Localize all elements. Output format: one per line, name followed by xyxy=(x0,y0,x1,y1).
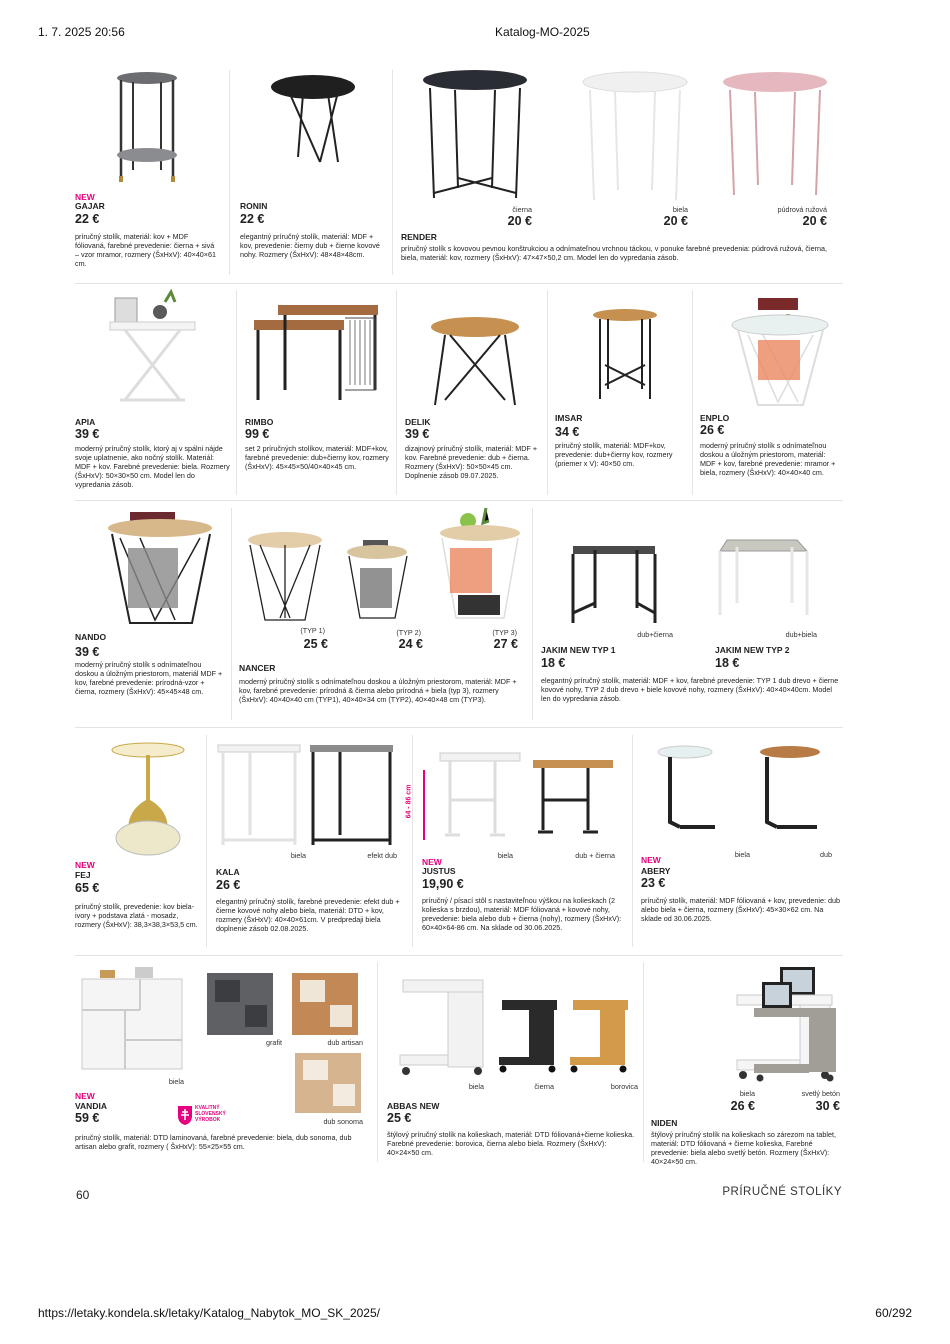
render-white-image xyxy=(580,70,690,210)
jakim2-variant-label: dub+biela xyxy=(785,630,817,639)
row-divider xyxy=(75,500,843,501)
niden-name: NIDEN xyxy=(651,1118,678,1128)
rimbo-name: RIMBO xyxy=(245,417,274,427)
nancer-type2-image xyxy=(345,538,410,623)
row-divider xyxy=(75,955,843,956)
niden-variant-label: svetlý betón xyxy=(801,1089,840,1098)
apia-price: 39 € xyxy=(75,427,100,441)
rimbo-price: 99 € xyxy=(245,427,270,441)
jakim-type2-image xyxy=(712,535,812,625)
imsar-image xyxy=(590,305,660,405)
nancer-desc: moderný príručný stolík s odnímateľnou doskou a úložným priestorom, materiál: MDF + kov, farebné prevedenie: prírodná & čierna alebo prírodná + biela (typ 3), rozmery (ŠxHxV): 40×40×40 cm (TYP1), 40×40×34 cm (TYP2), 40×40×48 cm (TYP3). xyxy=(239,677,517,704)
apia-name: APIA xyxy=(75,417,96,427)
gajar-price: 22 € xyxy=(75,212,100,226)
column-divider xyxy=(229,70,230,275)
abbas-desc: štýlový príručný stolík na kolieskach, materiál: DTD fóliovaná+čierne kolieska. Farebné prevedenie: borovica, čierna alebo biela. Rozmery (ŠxHxV): 40×24×50 cm. xyxy=(387,1130,635,1157)
justus-desc: príručný / písací stôl s nastaviteľnou výškou na kolieskach (2 kolieska s brzdou), materiál: MDF fóliovaná + kovové nohy, prevedenie: biela alebo dub + čierna (nohy), rozmery (ŠxHxV): 60×40×64-86 cm. Na sklade od 30.06.2025. xyxy=(422,896,622,932)
column-divider xyxy=(392,70,393,275)
jakim2-price: 18 € xyxy=(715,656,740,670)
column-divider xyxy=(532,508,533,720)
kala-dub-image xyxy=(305,740,397,850)
nancer-type1-image xyxy=(245,530,325,625)
fej-badge: NEW xyxy=(75,860,95,870)
page-number: 60 xyxy=(76,1188,90,1202)
justus-badge: NEW xyxy=(422,857,442,867)
page-count: 60/292 xyxy=(875,1306,912,1320)
justus-dub-image xyxy=(528,755,618,840)
imsar-price: 34 € xyxy=(555,425,580,439)
enplo-image xyxy=(728,290,833,410)
vandia-variant-label: dub artisan xyxy=(327,1038,363,1047)
column-divider xyxy=(412,735,413,947)
column-divider xyxy=(377,962,378,1162)
column-divider xyxy=(231,508,232,720)
abbas-price: 25 € xyxy=(387,1111,412,1125)
gajar-badge: NEW xyxy=(75,192,95,202)
fej-desc: príručný stolík, prevedenie: kov biela- ivory + podstava zlatá - mosadz, rozmery (ŠxHxV): 38,3×38,3×53,5 cm. xyxy=(75,902,198,929)
render-variant-price: 20 € xyxy=(507,214,532,228)
ronin-name: RONIN xyxy=(240,201,268,211)
kala-name: KALA xyxy=(216,867,240,877)
nando-image xyxy=(100,508,220,628)
nancer-variant-price: 27 € xyxy=(493,637,518,651)
abbas-variant-label: borovica xyxy=(610,1082,638,1091)
column-divider xyxy=(643,962,644,1162)
jakim1-variant-label: dub+čierna xyxy=(637,630,673,639)
vandia-grafit-image xyxy=(205,965,275,1040)
kala-white-image xyxy=(215,740,305,850)
delik-name: DELIK xyxy=(405,417,431,427)
abery-desc: príručný stolík, materiál: MDF fóliovaná + kov, prevedenie: dub alebo biela + čierna, rozmery (ŠxHxV): 45×30×62 cm. Na sklade od 30.06.2025. xyxy=(641,896,841,923)
fej-name: FEJ xyxy=(75,870,91,880)
imsar-name: IMSAR xyxy=(555,413,583,423)
jakim-desc: elegantný príručný stolík, materiál: MDF + kov, farebné prevedenie: TYP 1 dub drevo + čierne kovové nohy, TYP 2 dub drevo + biele kovové nohy, rozmery (ŠxHxV): 40×40×40cm. Model len do vypredania zásob. xyxy=(541,676,839,703)
nando-name: NANDO xyxy=(75,632,107,642)
render-variant-price: 20 € xyxy=(802,214,827,228)
ronin-price: 22 € xyxy=(240,212,265,226)
nando-desc: moderný príručný stolík s odnímateľnou doskou a úložným priestorom, materiál MDF + kov, farebné prevedenie: prírodná-vzor + čierna, rozmery (ŠxHxV): 45×45×48 cm. xyxy=(75,660,223,696)
justus-variant-label: biela xyxy=(497,851,513,860)
vandia-name: VANDIA xyxy=(75,1101,107,1111)
render-black-image xyxy=(420,68,530,208)
fej-image xyxy=(108,740,193,860)
niden-variant-label: biela xyxy=(739,1089,755,1098)
abery-dub-image xyxy=(755,742,830,842)
render-variant-label: biela xyxy=(672,205,688,214)
column-divider xyxy=(206,735,207,947)
render-desc: príručný stolík s kovovou pevnou konštrukciou a odnímateľnou vrchnou táckou, v ponuke farebné prevedenia: púdrová ružová, čierna, biela, materiál: kov, rozmery (ŠxHxV): 47×47×50,2 cm. Model len do vypredania zásob. xyxy=(401,244,828,262)
justus-height-label: 64 - 86 cm xyxy=(405,784,413,819)
niden-svetly-beton-image xyxy=(752,980,842,1085)
column-divider xyxy=(632,735,633,947)
kala-variant-label: biela xyxy=(290,851,306,860)
row-divider xyxy=(75,727,843,728)
jakim1-name: JAKIM NEW TYP 1 xyxy=(541,645,616,655)
print-datetime: 1. 7. 2025 20:56 xyxy=(38,25,125,39)
column-divider xyxy=(692,290,693,495)
document-title: Katalog-MO-2025 xyxy=(495,25,590,39)
abbas-black-image xyxy=(497,995,562,1075)
render-variant-label: púdrová ružová xyxy=(777,205,827,214)
abery-variant-label: dub xyxy=(820,850,832,859)
nancer-variant-label: (TYP 3) xyxy=(492,628,517,637)
gajar-desc: príručný stolík, materiál: kov + MDF fóliovaná, farebné prevedenie: čierna + sivá – vzor mramor, rozmery (ŠxHxV): 40×40×61 cm. xyxy=(75,232,217,268)
abery-badge: NEW xyxy=(641,855,661,865)
kala-desc: elegantný príručný stolík, farebné prevedenie: efekt dub + čierne kovové nohy alebo biela, materiál: DTD + kov, rozmery (ŠxHxV): 40×40×61cm. V predpredaji biela doplnenie zásob 02.08.2025. xyxy=(216,897,400,933)
delik-price: 39 € xyxy=(405,427,430,441)
enplo-name: ENPLO xyxy=(700,413,730,423)
abery-white-image xyxy=(655,742,730,842)
nancer-name: NANCER xyxy=(239,663,276,673)
abery-variant-label: biela xyxy=(734,850,750,859)
nando-price: 39 € xyxy=(75,645,100,659)
justus-height-indicator xyxy=(405,770,434,840)
column-divider xyxy=(396,290,397,495)
render-pink-image xyxy=(720,70,830,200)
vandia-sonoma-image xyxy=(293,1048,363,1116)
render-variant-label: čierna xyxy=(512,205,532,214)
row-divider xyxy=(75,283,843,284)
kala-variant-label: efekt dub xyxy=(367,851,397,860)
gajar-image xyxy=(105,70,195,190)
column-divider xyxy=(547,290,548,495)
source-url[interactable]: https://letaky.kondela.sk/letaky/Katalog_Nabytok_MO_SK_2025/ xyxy=(38,1306,380,1320)
abbas-variant-label: čierna xyxy=(534,1082,554,1091)
imsar-desc: príručný stolík, materiál: MDF+kov, prevedenie: dub+čierny kov, rozmery (priemer x V): 40×50 cm. xyxy=(555,441,673,468)
niden-variant-price: 30 € xyxy=(815,1099,840,1113)
niden-variant-price: 26 € xyxy=(730,1099,755,1113)
abbas-borovica-image xyxy=(568,995,633,1075)
ronin-desc: elegantný príručný stolík, materiál: MDF + kov, prevedenie: čierny dub + čierne kovové nohy. Rozmery (ŠxHxV): 48×48×48cm. xyxy=(240,232,380,259)
vandia-price: 59 € xyxy=(75,1111,100,1125)
fej-price: 65 € xyxy=(75,881,100,895)
render-name: RENDER xyxy=(401,232,437,242)
niden-desc: štýlový príručný stolík na kolieskach so zárezom na tablet, materiál: DTD fóliovaná + čierne kolieska, Farebné prevedenie: biela alebo svetlý betón. Rozmery (ŠxHxV): 40×24×50 cm. xyxy=(651,1130,836,1166)
vandia-variant-label: dub sonoma xyxy=(323,1117,363,1126)
nancer-variant-label: (TYP 1) xyxy=(300,626,325,635)
abbas-variant-label: biela xyxy=(468,1082,484,1091)
justus-price: 19,90 € xyxy=(422,877,464,891)
kala-price: 26 € xyxy=(216,878,241,892)
justus-white-image xyxy=(435,745,525,845)
abery-price: 23 € xyxy=(641,876,666,890)
apia-image xyxy=(105,290,205,410)
slovak-shield-icon xyxy=(176,1104,194,1126)
justus-name: JUSTUS xyxy=(422,866,456,876)
rimbo-desc: set 2 príručných stolíkov, materiál: MDF+kov, farebné prevedenie: dub+čierny kov, rozmery (ŠxHxV): 45×45×50/40×40×45 cm. xyxy=(245,444,389,471)
section-title: PRÍRUČNÉ STOLÍKY xyxy=(722,1186,842,1198)
delik-desc: dizajnový príručný stolík, materiál: MDF + kov. Farebné prevedenie: dub + čierna. Rozmery (ŠxHxV): 50×50×45 cm. Doplnenie zásob 09.07.2025. xyxy=(405,444,538,480)
slovak-product-logo xyxy=(176,1104,231,1128)
vandia-desc: príručný stolík, materiál: DTD laminovaná, farebné prevedenie: biela, dub sonoma, dub artisan alebo grafit, rozmery ( ŠxHxV): 55×25×55 cm. xyxy=(75,1133,352,1151)
nancer-variant-label: (TYP 2) xyxy=(396,628,421,637)
nancer-variant-price: 25 € xyxy=(303,637,328,651)
vandia-white-image xyxy=(80,965,185,1075)
jakim-type1-image xyxy=(565,538,665,628)
abbas-name: ABBAS NEW xyxy=(387,1101,440,1111)
slovak-product-logo-text: KVALITNÝ SLOVENSKÝ VÝROBOK xyxy=(195,1105,226,1123)
ronin-image xyxy=(268,72,358,172)
jakim2-name: JAKIM NEW TYP 2 xyxy=(715,645,790,655)
justus-variant-label: dub + čierna xyxy=(575,851,615,860)
vandia-badge: NEW xyxy=(75,1091,95,1101)
nancer-variant-price: 24 € xyxy=(398,637,423,651)
delik-image xyxy=(425,315,525,410)
abery-name: ABERY xyxy=(641,866,671,876)
column-divider xyxy=(236,290,237,495)
enplo-desc: moderný príručný stolík s odnímateľnou doskou a úložným priestorom, materiál: MDF + kov, farebné prevedenie: mramor + biela, rozmery (ŠxHxV): 40×40×40 cm. xyxy=(700,441,836,477)
vandia-artisan-image xyxy=(290,965,360,1040)
jakim1-price: 18 € xyxy=(541,656,566,670)
gajar-name: GAJAR xyxy=(75,201,105,211)
apia-desc: moderný príručný stolík, ktorý aj v spálni nájde svoje uplatnenie, ako nočný stolík. Materiál: MDF + kov. Farebné prevedenie: biela. Rozmery (ŠxHxV): 50×30×50 cm. Model len do vypredania zásob. xyxy=(75,444,230,489)
rimbo-image xyxy=(250,300,385,410)
nancer-type3-image xyxy=(438,503,523,623)
render-variant-price: 20 € xyxy=(663,214,688,228)
enplo-price: 26 € xyxy=(700,423,725,437)
vandia-variant-label: grafit xyxy=(266,1038,282,1047)
abbas-white-image xyxy=(398,975,488,1080)
vandia-variant-label: biela xyxy=(168,1077,184,1086)
